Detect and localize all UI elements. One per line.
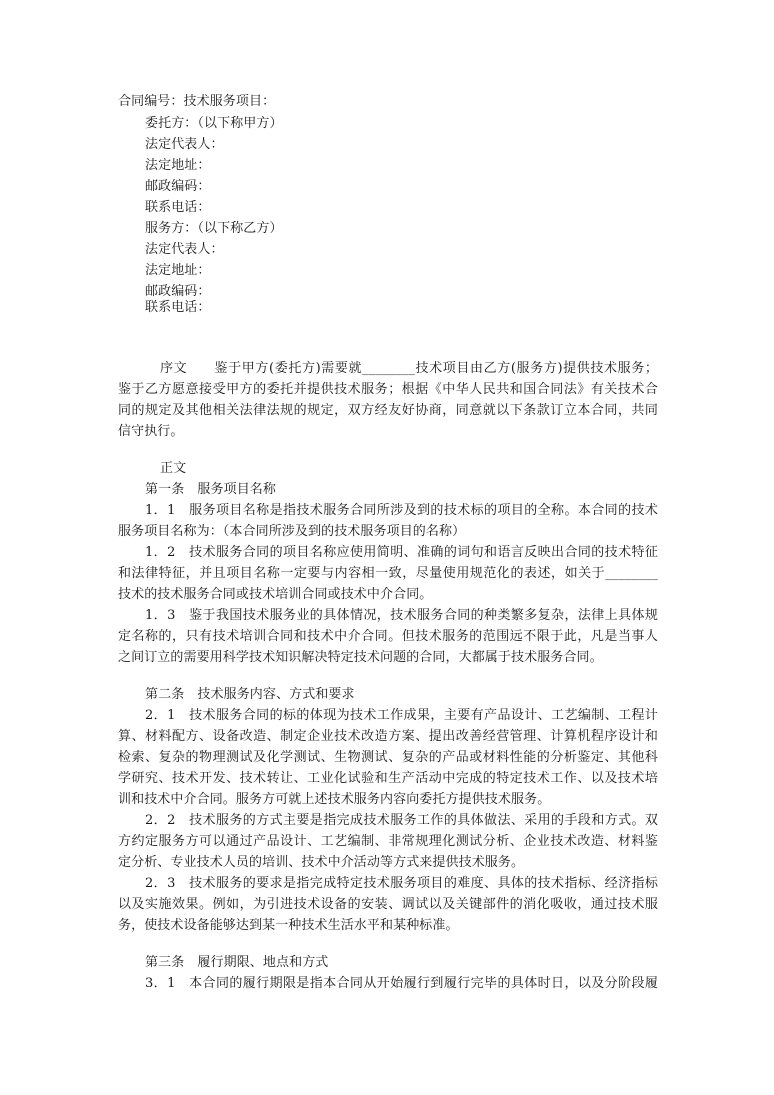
provider-line: 服务方：（以下称乙方） [145, 221, 283, 236]
article-2-line: 2．1 技术服务合同的标的体现为技术工作成果，主要有产品设计、工艺编制、工程计 [145, 708, 658, 723]
preface-line-1: 序文 鉴于甲方(委托方)需要就________技术项目由乙方(服务方)提供技术服务； [160, 361, 658, 376]
preface-line-3: 同的规定及其他相关法律法规的规定，双方经友好协商，同意就以下条款订立本合同，共同 [118, 403, 658, 418]
article-2-line: 务，使技术设备能够达到某一种技术生活水平和某种标准。 [118, 918, 459, 933]
provider-phone-line: 联系电话： [145, 300, 211, 315]
client-phone-line: 联系电话： [145, 200, 211, 215]
client-address-line: 法定地址： [145, 158, 211, 173]
article-2-line: 定分析、专业技术人员的培训、技术中介活动等方式来提供技术服务。 [118, 855, 525, 870]
article-2-line: 训和技术中介合同。服务方可就上述技术服务内容向委托方提供技术服务。 [118, 792, 551, 807]
client-postcode-line: 邮政编码： [145, 179, 211, 194]
article-3-line: 3．1 本合同的履行期限是指本合同从开始履行到履行完毕的具体时日，以及分阶段履 [145, 976, 658, 991]
provider-representative-line: 法定代表人： [145, 242, 224, 257]
body-title: 正文 [160, 461, 187, 476]
article-2-title: 第二条 技术服务内容、方式和要求 [145, 687, 355, 702]
article-1-line: 1．3 鉴于我国技术服务业的具体情况，技术服务合同的种类繁多复杂，法律上具体规 [145, 608, 658, 623]
article-1-line: 1．1 服务项目名称是指技术服务合同所涉及到的技术标的项目的全称。本合同的技术 [145, 503, 658, 518]
article-1-line: 定名称的，只有技术培训合同和技术中介合同。但技术服务的范围远不限于此，凡是当事人 [118, 629, 658, 644]
article-1-line: 之间订立的需要用科学技术知识解决特定技术问题的合同，大都属于技术服务合同。 [118, 650, 603, 665]
article-2-line: 2．2 技术服务的方式主要是指完成技术服务工作的具体做法、采用的手段和方式。双 [145, 813, 658, 828]
preface-line-4: 信守执行。 [118, 424, 184, 439]
article-2-line: 2．3 技术服务的要求是指完成特定技术服务项目的难度、具体的技术指标、经济指标 [145, 876, 658, 891]
client-line: 委托方：（以下称甲方） [145, 116, 283, 131]
provider-address-line: 法定地址： [145, 263, 211, 278]
article-2-line: 以及实施效果。例如，为引进技术设备的安装、调试以及关键部件的消化吸收，通过技术服 [118, 897, 658, 912]
article-2-line: 学研究、技术开发、技术转让、工业化试验和生产活动中完成的特定技术工作、以及技术培 [118, 771, 658, 786]
article-1-title: 第一条 服务项目名称 [145, 482, 277, 497]
article-2-line: 算、材料配方、设备改造、制定企业技术改造方案、提出改善经营管理、计算机程序设计和 [118, 729, 658, 744]
article-1-line: 技术的技术服务合同或技术培训合同或技术中介合同。 [118, 587, 433, 602]
contract-number-line: 合同编号：技术服务项目： [118, 94, 276, 109]
article-1-line: 1．2 技术服务合同的项目名称应使用简明、准确的词句和语言反映出合同的技术特征 [145, 545, 658, 560]
provider-postcode-line: 邮政编码： [145, 284, 211, 299]
article-2-line: 检索、复杂的物理测试及化学测试、生物测试、复杂的产品或材料性能的分析鉴定、其他科 [118, 750, 658, 765]
client-representative-line: 法定代表人： [145, 137, 224, 152]
article-2-line: 方约定服务方可以通过产品设计、工艺编制、非常规理化测试分析、企业技术改造、材料鉴 [118, 834, 658, 849]
article-3-title: 第三条 履行期限、地点和方式 [145, 955, 329, 970]
article-1-line: 服务项目名称为：（本合同所涉及到的技术服务项目的名称） [118, 524, 466, 539]
article-1-line: 和法律特征，并且项目名称一定要与内容相一致，尽量使用规范化的表述，如关于________ [118, 566, 658, 581]
preface-line-2: 鉴于乙方愿意接受甲方的委托并提供技术服务；根据《中华人民共和国合同法》有关技术合 [118, 382, 658, 397]
